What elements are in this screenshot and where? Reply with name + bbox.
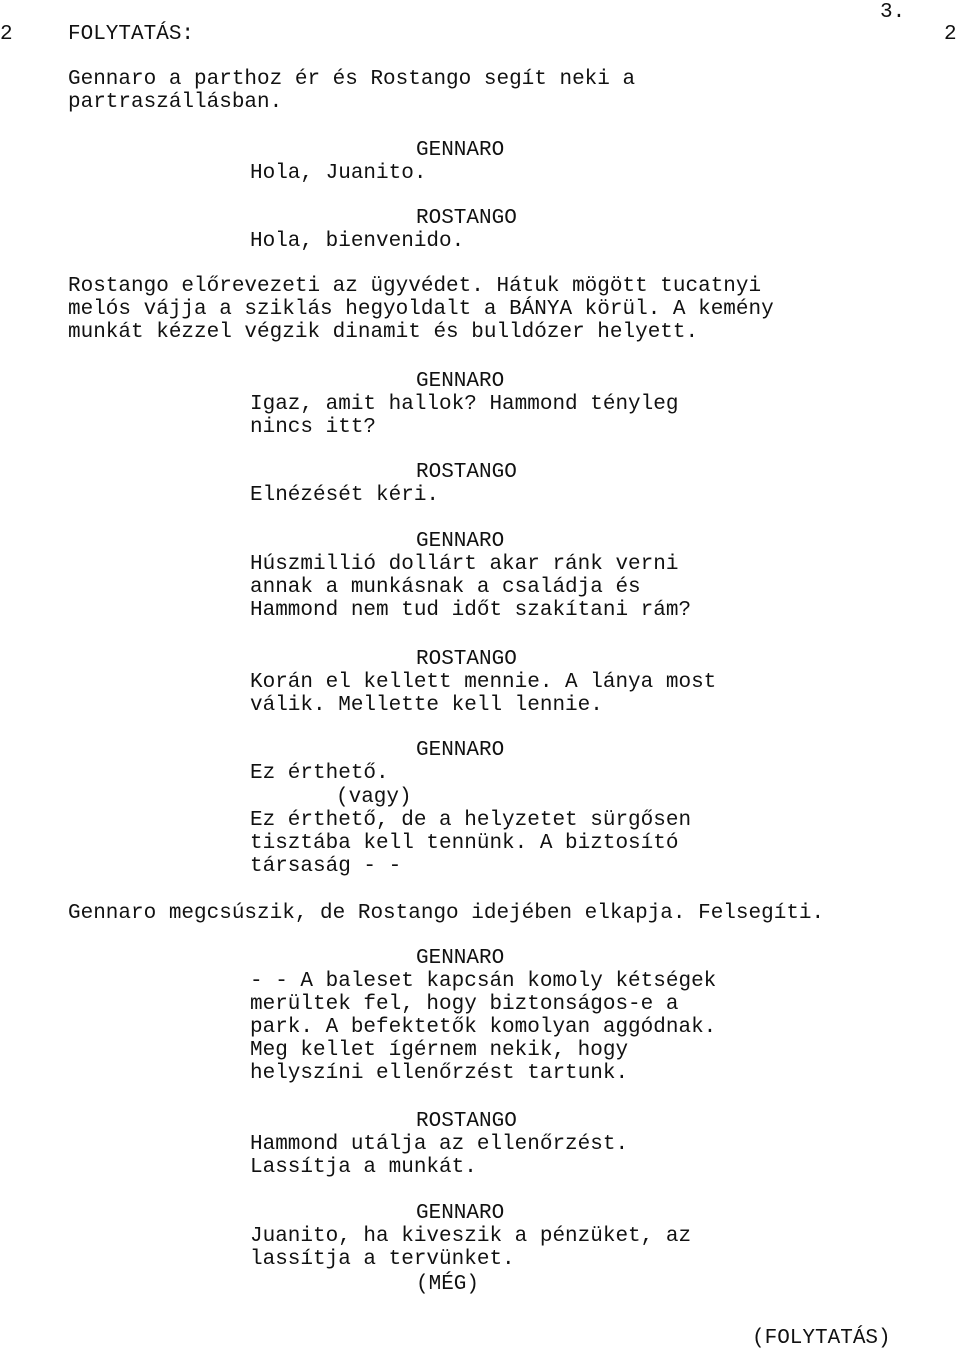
character-cue: ROSTANGO: [416, 207, 517, 230]
action-line: Gennaro a parthoz ér és Rostango segít neki a: [68, 68, 636, 91]
scene-number-left: 2: [0, 23, 13, 46]
dialogue-line: merültek fel, hogy biztonságos-e a: [250, 993, 679, 1016]
dialogue-line: nincs itt?: [250, 416, 377, 439]
character-cue: ROSTANGO: [416, 648, 517, 671]
action-line: Gennaro megcsúszik, de Rostango idejében elkapja. Felsegíti.: [68, 902, 825, 925]
dialogue-line: Igaz, amit hallok? Hammond tényleg: [250, 393, 679, 416]
dialogue-line: Hammond utálja az ellenőrzést.: [250, 1133, 629, 1156]
action-line: Rostango előrevezeti az ügyvédet. Hátuk mögött tucatnyi: [68, 275, 762, 298]
dialogue-line: Juanito, ha kiveszik a pénzüket, az: [250, 1225, 692, 1248]
character-cue: ROSTANGO: [416, 461, 517, 484]
character-cue: GENNARO: [416, 947, 505, 970]
action-line: partraszállásban.: [68, 91, 283, 114]
dialogue-line: Elnézését kéri.: [250, 484, 440, 507]
page-number: 3.: [880, 1, 906, 24]
more-marker: (MÉG): [416, 1273, 480, 1296]
action-line: munkát kézzel végzik dinamit és bulldózer helyett.: [68, 321, 699, 344]
dialogue-line: tisztába kell tennünk. A biztosító: [250, 832, 679, 855]
character-cue: GENNARO: [416, 1202, 505, 1225]
dialogue-line: Hammond nem tud időt szakítani rám?: [250, 599, 692, 622]
dialogue-line: Hola, bienvenido.: [250, 230, 465, 253]
dialogue-line: - - A baleset kapcsán komoly kétségek: [250, 970, 717, 993]
dialogue-line: Meg kellet ígérnem nekik, hogy: [250, 1039, 629, 1062]
parenthetical: (vagy): [336, 786, 412, 809]
dialogue-line: lassítja a tervünket.: [250, 1248, 515, 1271]
continued-header: FOLYTATÁS:: [68, 23, 195, 46]
scene-number-right: 2: [944, 23, 957, 46]
dialogue-line: társaság - -: [250, 855, 402, 878]
character-cue: GENNARO: [416, 530, 505, 553]
dialogue-line: Korán el kellett mennie. A lánya most: [250, 671, 717, 694]
character-cue: GENNARO: [416, 139, 505, 162]
dialogue-line: Lassítja a munkát.: [250, 1156, 477, 1179]
continued-footer: (FOLYTATÁS): [752, 1327, 891, 1350]
dialogue-line: annak a munkásnak a családja és: [250, 576, 641, 599]
dialogue-line: Húszmillió dollárt akar ránk verni: [250, 553, 679, 576]
character-cue: GENNARO: [416, 739, 505, 762]
dialogue-line: válik. Mellette kell lennie.: [250, 694, 603, 717]
dialogue-line: park. A befektetők komolyan aggódnak.: [250, 1016, 717, 1039]
character-cue: GENNARO: [416, 370, 505, 393]
dialogue-line: Ez érthető.: [250, 762, 389, 785]
dialogue-line: Ez érthető, de a helyzetet sürgősen: [250, 809, 692, 832]
dialogue-line: helyszíni ellenőrzést tartunk.: [250, 1062, 629, 1085]
character-cue: ROSTANGO: [416, 1110, 517, 1133]
action-line: melós vájja a sziklás hegyoldalt a BÁNYA körül. A kemény: [68, 298, 774, 321]
dialogue-line: Hola, Juanito.: [250, 162, 427, 185]
